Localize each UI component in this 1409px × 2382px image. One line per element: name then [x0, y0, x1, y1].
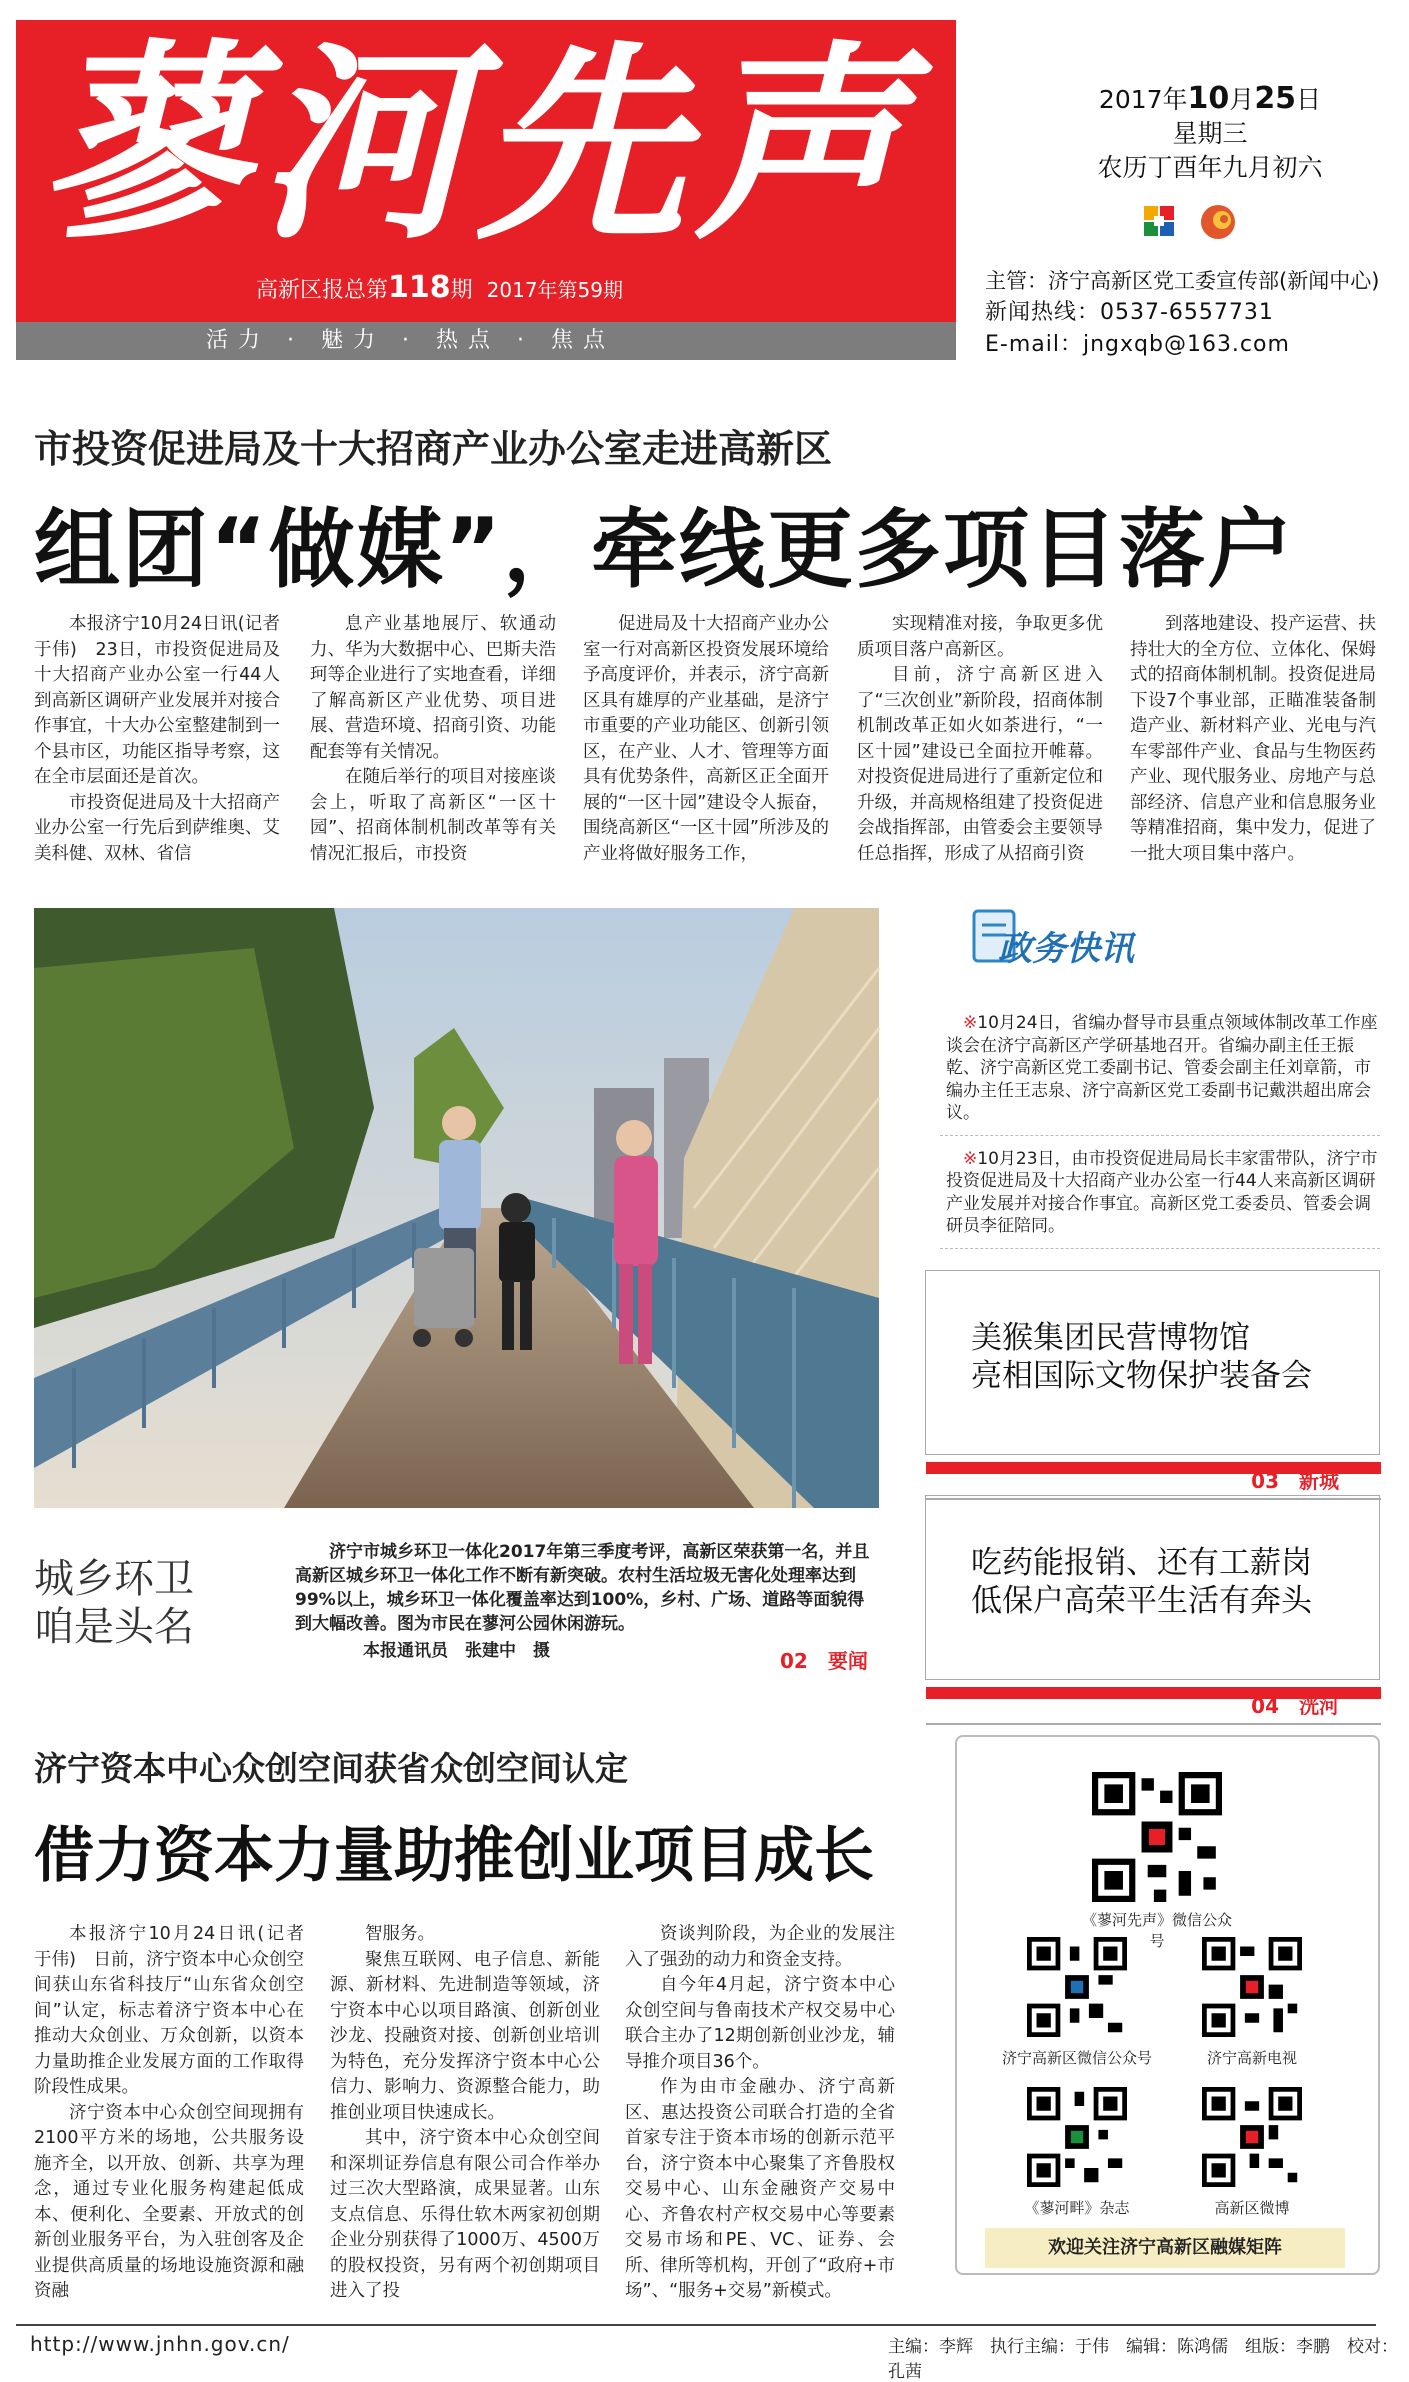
- caption-title-line-2: 咱是头名: [34, 1604, 194, 1650]
- paragraph: 目前，济宁高新区进入了“三次创业”新阶段，招商体制机制改革正如火如荼进行，“一区十园”建设已全面拉开帷幕。对投资促进局进行了重新定位和升级，并高规格组建了投资促进会战指挥部，由管委会主要领导任总指挥，形成了从招商引资: [857, 665, 1103, 864]
- hotline: 新闻热线：0537-6557731: [985, 300, 1274, 325]
- gov-brief-list: [940, 1000, 1380, 1249]
- teaser-title: [971, 1319, 1312, 1395]
- lunar-date: 农历丁酉年九月初六: [1097, 153, 1323, 182]
- date-line: [1040, 82, 1380, 117]
- qr-label-a: 济宁高新区微信公众号: [1001, 2049, 1152, 2067]
- gov-brief-logo: [970, 905, 1200, 975]
- cross-logo-icon: [1144, 206, 1174, 236]
- teaser-line: 亮相国际文物保护装备会: [971, 1358, 1312, 1394]
- swirl-logo-icon: [1201, 205, 1235, 239]
- qr-label-main: 《蓼河先声》微信公众号: [1081, 1911, 1232, 1950]
- teaser-page: 04 洸河: [1251, 1694, 1339, 1718]
- second-headline: 借力资本力量助推创业项目成长: [34, 1821, 874, 1891]
- date-month-suffix: 月: [1229, 85, 1255, 114]
- brief-item: [940, 1136, 1380, 1249]
- brief-item: [940, 1000, 1380, 1136]
- paragraph: 实现精准对接，争取更多优质项目落户高新区。: [857, 614, 1103, 660]
- date-day-suffix: 日: [1296, 85, 1322, 114]
- issue-number: [256, 270, 623, 305]
- host-line: 主管：济宁高新区党工委宣传部(新闻中心): [985, 269, 1380, 293]
- paragraph: 到落地建设、投产运营、扶持壮大的全方位、立体化、保姆式的招商体制机制。投资促进局下设7个事业部，正瞄准装备制造产业、新材料产业、光电与汽车零部件产业、食品与生物医药产业、现代服务业、房地产与总部经济、信息产业和信息服务业等精准招商，集中发力，促进了一批大项目集中落户。: [1130, 614, 1376, 864]
- lead-column-5: [1130, 612, 1376, 882]
- second-column-1: [34, 1922, 322, 2302]
- lead-column-1: [34, 612, 298, 882]
- paragraph: 资谈判阶段，为企业的发展注入了强劲的动力和资金支持。: [625, 1924, 895, 1970]
- qr-label-c: 《蓼河畔》杂志: [1024, 2199, 1130, 2217]
- paragraph: 其中，济宁资本中心众创空间和深圳证券信息有限公司合作举办过三次大型路演，成果显著。山东支点信息、乐得仕软木两家初创期企业分别获得了1000万、4500万的股权投资，另有两个初创期项目进入了投: [330, 2128, 600, 2301]
- date-year: 2017年: [1098, 85, 1188, 114]
- photo-caption-title: [34, 1555, 194, 1651]
- teaser-line: 美猴集团民营博物馆: [971, 1320, 1250, 1356]
- photo-caption: 济宁市城乡环卫一体化2017年第三季度考评，高新区荣获第一名，并且高新区城乡环卫一体化工作不断有新突破。农村生活垃圾无害化处理率达到99%以上，城乡环卫一体化覆盖率达到100%，乡村、广场、道路等面貌得到大幅改善。图为市民在蓼河公园休闲游玩。: [295, 1542, 870, 1634]
- weekday: 星期三: [1172, 119, 1248, 148]
- paragraph: 在随后举行的项目对接座谈会上，听取了高新区“一区十园”、招商体制机制改革等有关情况汇报后，市投资: [310, 767, 556, 864]
- email: E-mail：jngxqb@163.com: [985, 332, 1290, 357]
- paragraph: 自今年4月起，济宁资本中心众创空间与鲁南技术产权交易中心联合主办了12期创新创业沙龙，辅导推介项目36个。: [625, 1975, 895, 2072]
- brief-logo-text: 政务快讯: [998, 929, 1134, 969]
- paragraph: 促进局及十大招商产业办公室一行对高新区投资发展环境给予高度评价，并表示，济宁高新区具有雄厚的产业基础，是济宁市重要的产业功能区、创新引领区，在产业、人才、管理等方面具有优势条件，高新区正全面开展的“一区十园”建设令人振奋，围绕高新区“一区十园”所涉及的产业将做好服务工作，: [583, 614, 829, 864]
- issue-num: 118: [388, 270, 451, 305]
- paragraph: 济宁资本中心众创空间现拥有2100平方米的场地，公共服务设施齐全，以开放、创新、共享为理念，通过专业化服务构建起低成本、便利化、全要素、开放式的创新创业服务平台，为入驻创客及企业提供高质量的场地设施资源和融资融: [34, 2102, 304, 2301]
- lead-headline: 组团“做媒”，牵线更多项目落户: [34, 500, 1296, 600]
- caption-title-line-1: 城乡环卫: [34, 1556, 194, 1602]
- qr-code-icon[interactable]: [1027, 1937, 1127, 2037]
- qr-label-b: 济宁高新电视: [1206, 2049, 1297, 2067]
- paragraph: 智服务。: [365, 1924, 435, 1944]
- qr-code-icon[interactable]: [1202, 2087, 1302, 2187]
- teaser-rule: [926, 1723, 1381, 1725]
- qr-label-d: 高新区微博: [1214, 2199, 1290, 2217]
- lead-column-2: [310, 612, 556, 882]
- date-day: 25: [1254, 81, 1297, 116]
- issue-prefix: 高新区报总第: [256, 278, 389, 303]
- contact-info: [985, 265, 1379, 361]
- park-bridge-photo: [34, 908, 879, 1508]
- qr-code-icon[interactable]: [1027, 2087, 1127, 2187]
- footer-staff: 主编：李辉 执行主编：于伟 编辑：陈鸿儒 组版：李鹏 校对：孔茜: [888, 2337, 1398, 2382]
- paragraph: 市投资促进局及十大招商产业办公室一行先后到萨维奥、艾美科健、双林、省信: [34, 792, 280, 864]
- issue-suffix: 期: [450, 278, 473, 303]
- teaser-title: [971, 1544, 1312, 1620]
- lead-column-4: [857, 612, 1103, 882]
- teaser-line: 低保户高荣平生活有奔头: [971, 1583, 1312, 1619]
- slogan-bar: 活力 · 魅力 · 热点 · 焦点: [16, 322, 956, 360]
- qr-code-icon[interactable]: [1202, 1937, 1302, 2037]
- year-issue: 2017年第59期: [486, 278, 624, 302]
- teaser-page: 03 新城: [1251, 1469, 1339, 1493]
- footer-url-link[interactable]: http://www.jnhn.gov.cn/: [30, 2332, 290, 2356]
- brief-mark: ※: [963, 1148, 978, 1169]
- lead-column-3: [583, 612, 829, 882]
- qr-footer-banner: 欢迎关注济宁高新区融媒矩阵: [985, 2228, 1345, 2268]
- teaser-line: 吃药能报销、还有工薪岗: [971, 1545, 1312, 1581]
- photo-credit: 本报通讯员 张建中 摄: [363, 1641, 550, 1661]
- second-subtitle: 济宁资本中心众创空间获省众创空间认定: [34, 1749, 628, 1788]
- lead-subtitle: 市投资促进局及十大招商产业办公室走进高新区: [34, 427, 833, 471]
- paragraph: 作为由市金融办、济宁高新区、惠达投资公司联合打造的全省首家专注于资本市场的创新示范平台，济宁资本中心聚集了齐鲁股权交易中心、山东金融资产交易中心、齐鲁农村产权交易中心等要素交易市场和PE、VC、证券、会所、律所等机构，开创了“政府+市场”、“服务+交易”新模式。: [625, 2077, 895, 2301]
- teaser-museum[interactable]: [925, 1270, 1380, 1493]
- second-column-3: [625, 1922, 895, 2302]
- footer-rule: [16, 2324, 1376, 2326]
- page-ref-02: 02 要闻: [780, 1649, 868, 1673]
- qr-code-panel: [955, 1735, 1380, 2275]
- brief-text: 10月23日，由市投资促进局局长丰家雷带队，济宁市投资促进局及十大招商产业办公室一行44人来高新区调研产业发展并对接合作事宜。高新区党工委委员、管委会调研员李征陪同。: [946, 1148, 1378, 1236]
- teaser-welfare[interactable]: [925, 1495, 1380, 1718]
- date-block: [1040, 82, 1380, 185]
- masthead-title: 蓼河先声: [40, 21, 913, 268]
- partner-logos-icon: [1130, 200, 1250, 250]
- paragraph: 本报济宁10月24日讯(记者 于伟) 日前，济宁资本中心众创空间获山东省科技厅“山东省众创空间”认定，标志着济宁资本中心在推动大众创业、万众创新，以资本力量助推企业发展方面的工作取得阶段性成果。: [34, 1924, 322, 2097]
- paragraph: 本报济宁10月24日讯(记者 于伟) 23日，市投资促进局及十大招商产业办公室一行44人到高新区调研产业发展并对接合作事宜，十大办公室整建制到一个县市区，功能区指导考察，这在全市层面还是首次。: [34, 614, 298, 787]
- paragraph: 聚焦互联网、电子信息、新能源、新材料、先进制造等领域，济宁资本中心以项目路演、创新创业沙龙、投融资对接、创新创业培训为特色，充分发挥济宁资本中心公信力、影响力、资源整合能力，助推创业项目快速成长。: [330, 1949, 600, 2123]
- brief-text: 10月24日，省编办督导市县重点领域体制改革工作座谈会在济宁高新区产学研基地召开。省编办副主任王振乾、济宁高新区党工委副书记、管委会副主任刘章箭，市编办主任王志泉、济宁高新区党工委副书记戴洪超出席会议。: [946, 1013, 1378, 1123]
- paragraph: 息产业基地展厅、软通动力、华为大数据中心、巴斯夫浩珂等企业进行了实地查看，详细了解高新区产业优势、项目进展、营造环境、招商引资、功能配套等有关情况。: [310, 614, 556, 762]
- second-column-2: [330, 1922, 600, 2302]
- date-month: 10: [1187, 81, 1230, 116]
- brief-mark: ※: [963, 1013, 978, 1033]
- qr-code-icon[interactable]: [1092, 1772, 1222, 1902]
